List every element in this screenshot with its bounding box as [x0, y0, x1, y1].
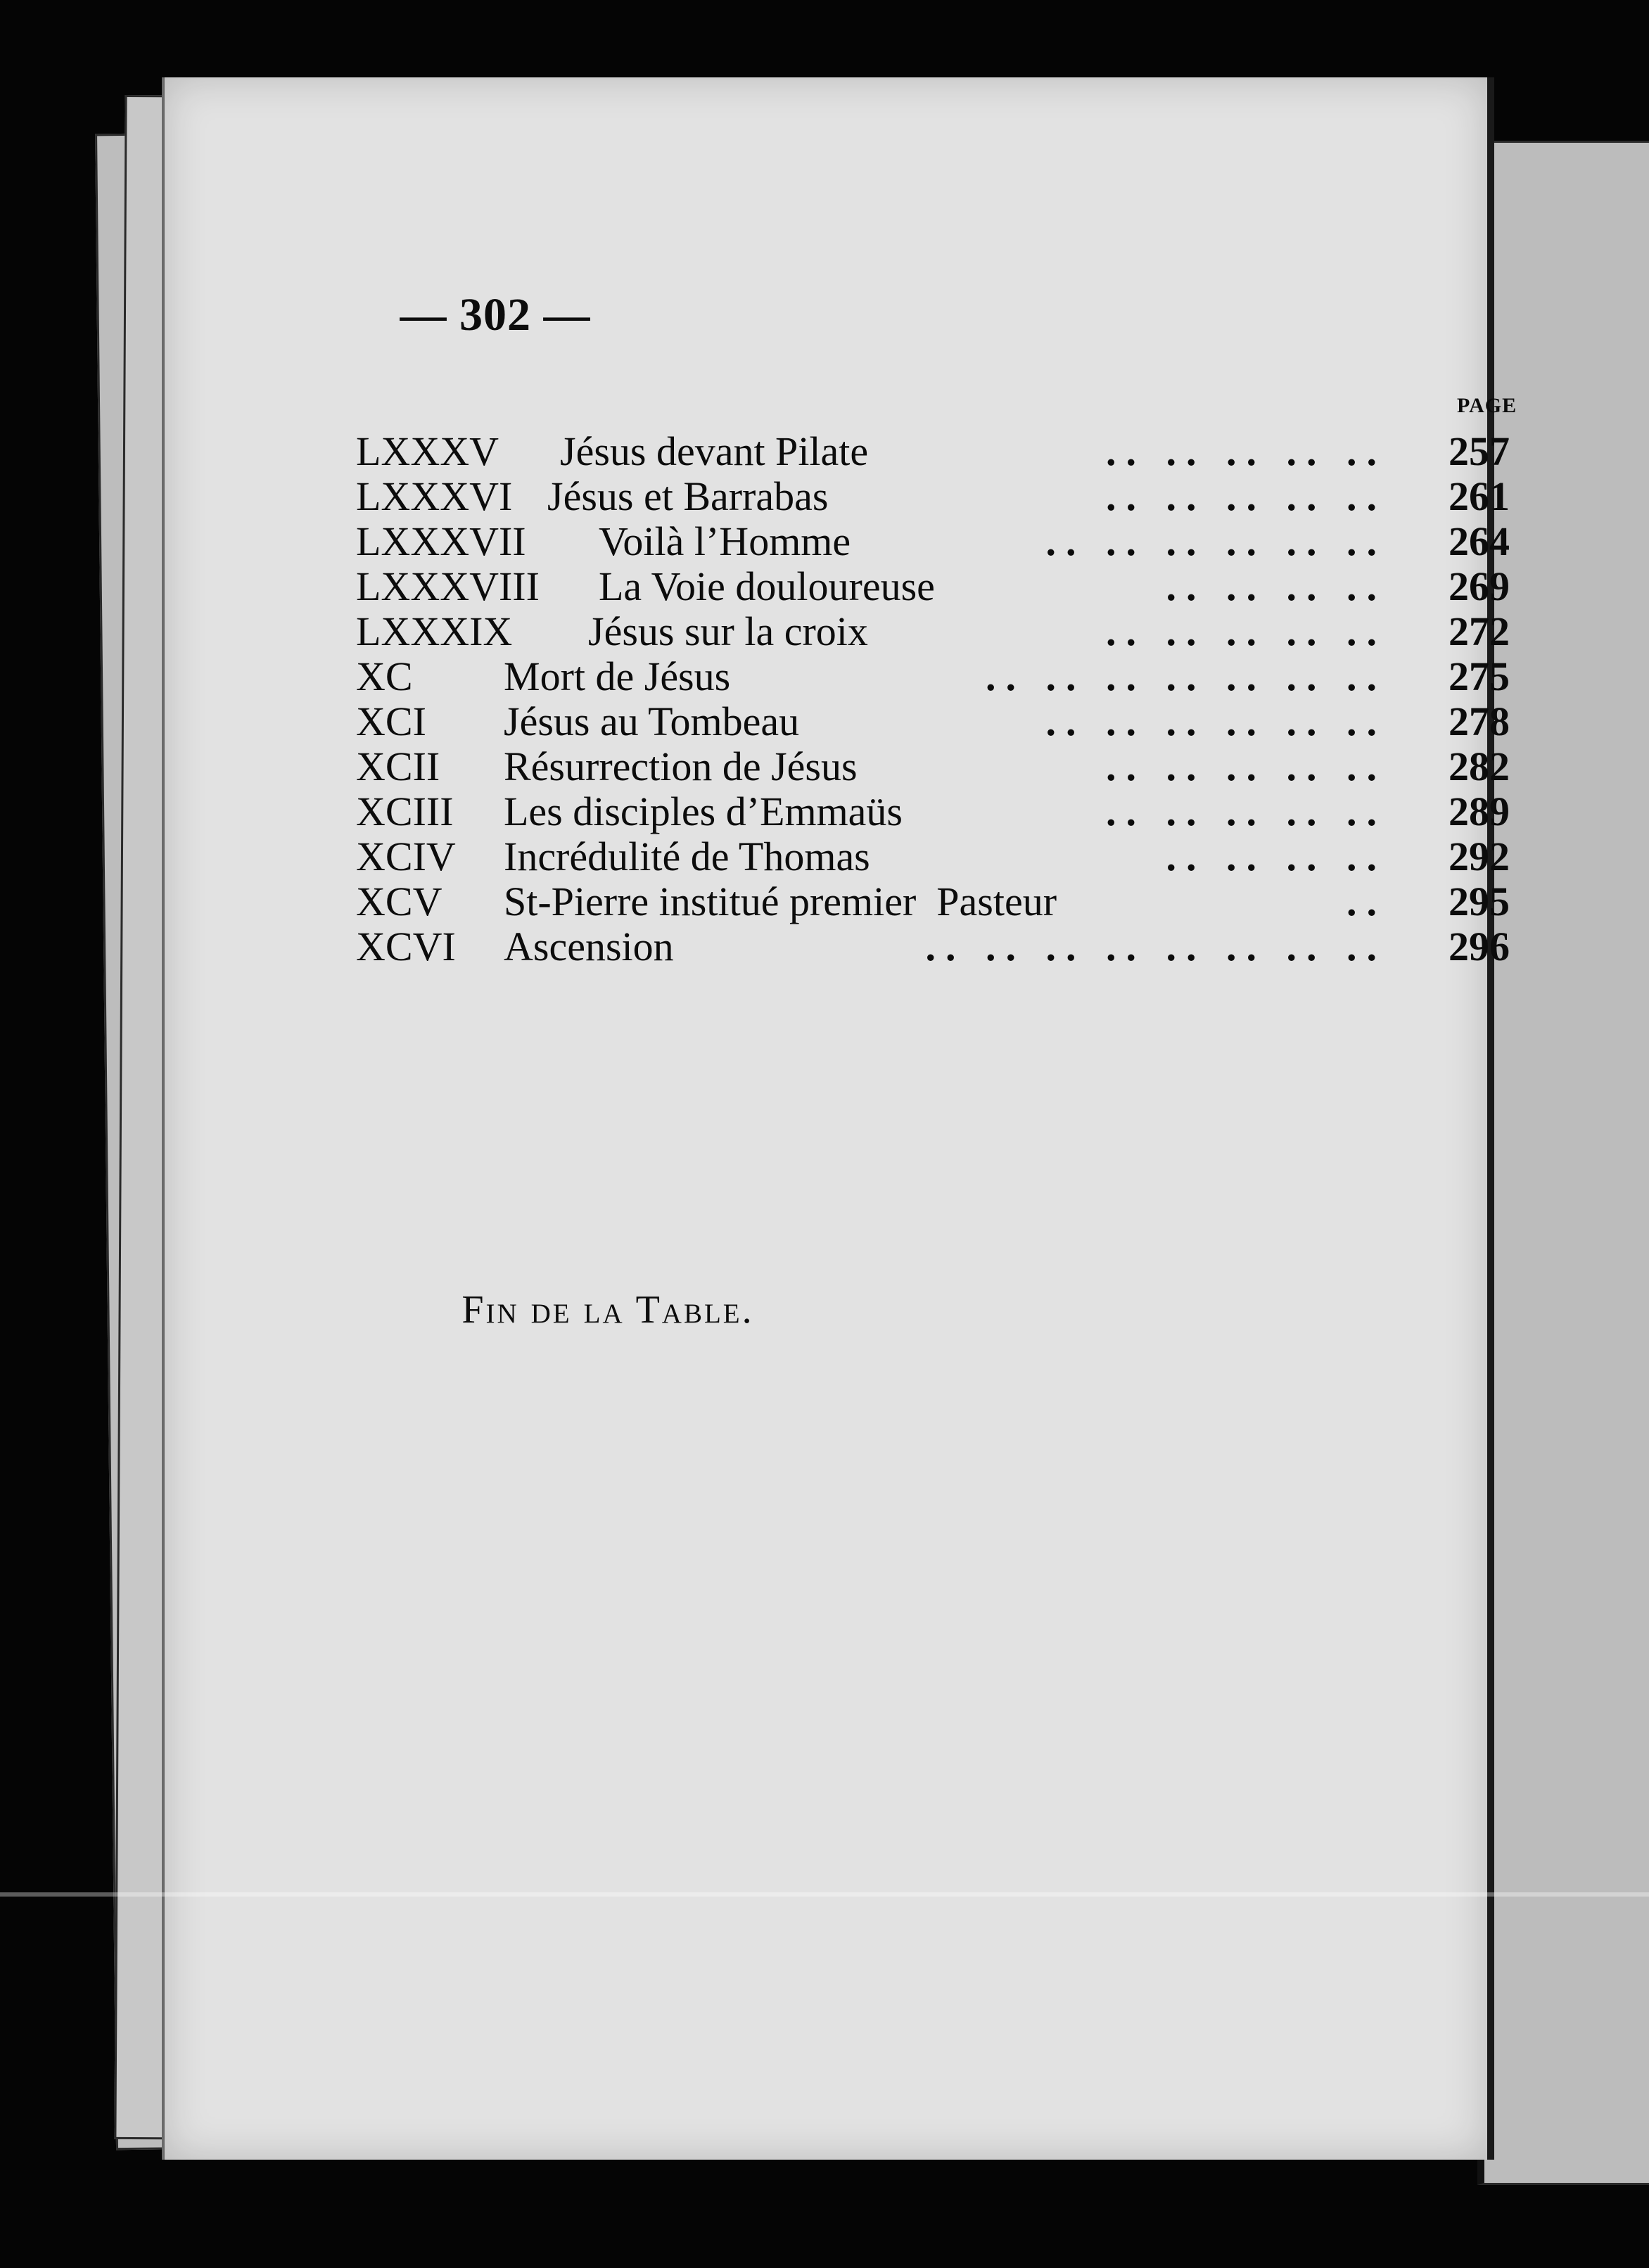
toc-row [356, 654, 1524, 699]
chapter-title: Jésus au Tombeau [504, 699, 800, 744]
chapter-page: 292 [1449, 834, 1510, 879]
toc-row [356, 924, 1524, 969]
chapter-page: 269 [1449, 563, 1510, 609]
chapter-title: Résurrection de Jésus [504, 744, 858, 789]
leader-dots: .. .. .. .. [1166, 563, 1387, 609]
chapter-page: 257 [1449, 428, 1510, 474]
chapter-title: Les disciples d’Emmaüs [504, 789, 903, 834]
chapter-title: Jésus et Barrabas [547, 473, 829, 519]
chapter-page: 261 [1449, 473, 1510, 519]
chapter-page: 296 [1449, 924, 1510, 969]
chapter-numeral: XCII [356, 744, 440, 789]
chapter-page: 282 [1449, 744, 1510, 789]
book-page [162, 77, 1517, 2160]
leader-dots: .. .. .. .. .. [1106, 789, 1387, 834]
chapter-numeral: LXXXIX [356, 609, 513, 654]
toc-row [356, 474, 1524, 519]
leader-dots: .. .. .. .. .. .. .. [986, 654, 1387, 699]
chapter-title: Mort de Jésus [504, 654, 731, 699]
chapter-numeral: XC [356, 654, 413, 699]
chapter-page: 275 [1449, 654, 1510, 699]
toc-row [356, 789, 1524, 834]
leader-dots: .. .. .. .. .. [1106, 609, 1387, 654]
chapter-title: La Voie douloureuse [599, 563, 935, 609]
leader-dots: .. .. .. .. .. [1106, 744, 1387, 789]
toc-row [356, 429, 1524, 474]
chapter-numeral: LXXXVI [356, 473, 513, 519]
leader-dots: .. [1346, 879, 1387, 924]
leader-dots: .. .. .. .. .. .. [1045, 518, 1387, 564]
chapter-numeral: XCI [356, 699, 426, 744]
chapter-numeral: XCV [356, 879, 443, 924]
chapter-page: 295 [1449, 879, 1510, 924]
toc-row [356, 609, 1524, 654]
chapter-page: 264 [1449, 518, 1510, 564]
toc-row [356, 519, 1524, 564]
chapter-numeral: LXXXV [356, 428, 499, 474]
chapter-title: Jésus devant Pilate [560, 428, 869, 474]
leader-dots: .. .. .. .. .. .. .. .. [925, 924, 1387, 969]
chapter-page: 272 [1449, 609, 1510, 654]
page-number-text: — 302 — [400, 289, 591, 340]
chapter-numeral: XCIII [356, 789, 454, 834]
chapter-title: Voilà l’Homme [599, 518, 851, 564]
closing-text [165, 1287, 1487, 1332]
toc-row [356, 744, 1524, 789]
scan-artifact-line [0, 1892, 1649, 1897]
chapter-title: Ascension [504, 924, 674, 969]
page-column-label: PAGE [1457, 394, 1517, 417]
toc-row [356, 699, 1524, 744]
toc-row [356, 879, 1524, 924]
chapter-title: Jésus sur la croix [588, 609, 868, 654]
chapter-title: Incrédulité de Thomas [504, 834, 870, 879]
chapter-numeral: XCIV [356, 834, 456, 879]
leader-dots: .. .. .. .. .. .. [1045, 699, 1387, 744]
page-number [165, 288, 1487, 342]
chapter-numeral: LXXXVII [356, 518, 526, 564]
leader-dots: .. .. .. .. .. [1106, 473, 1387, 519]
chapter-numeral: LXXXVIII [356, 563, 540, 609]
toc-row [356, 564, 1524, 609]
chapter-page: 278 [1449, 699, 1510, 744]
chapter-title: St-Pierre institué premier Pasteur [504, 879, 1057, 924]
chapter-numeral: XCVI [356, 924, 456, 969]
closing-text-label: Fin de la Table. [461, 1288, 754, 1332]
chapter-page: 289 [1449, 789, 1510, 834]
leader-dots: .. .. .. .. .. [1106, 428, 1387, 474]
toc-row [356, 834, 1524, 879]
leader-dots: .. .. .. .. [1166, 834, 1387, 879]
